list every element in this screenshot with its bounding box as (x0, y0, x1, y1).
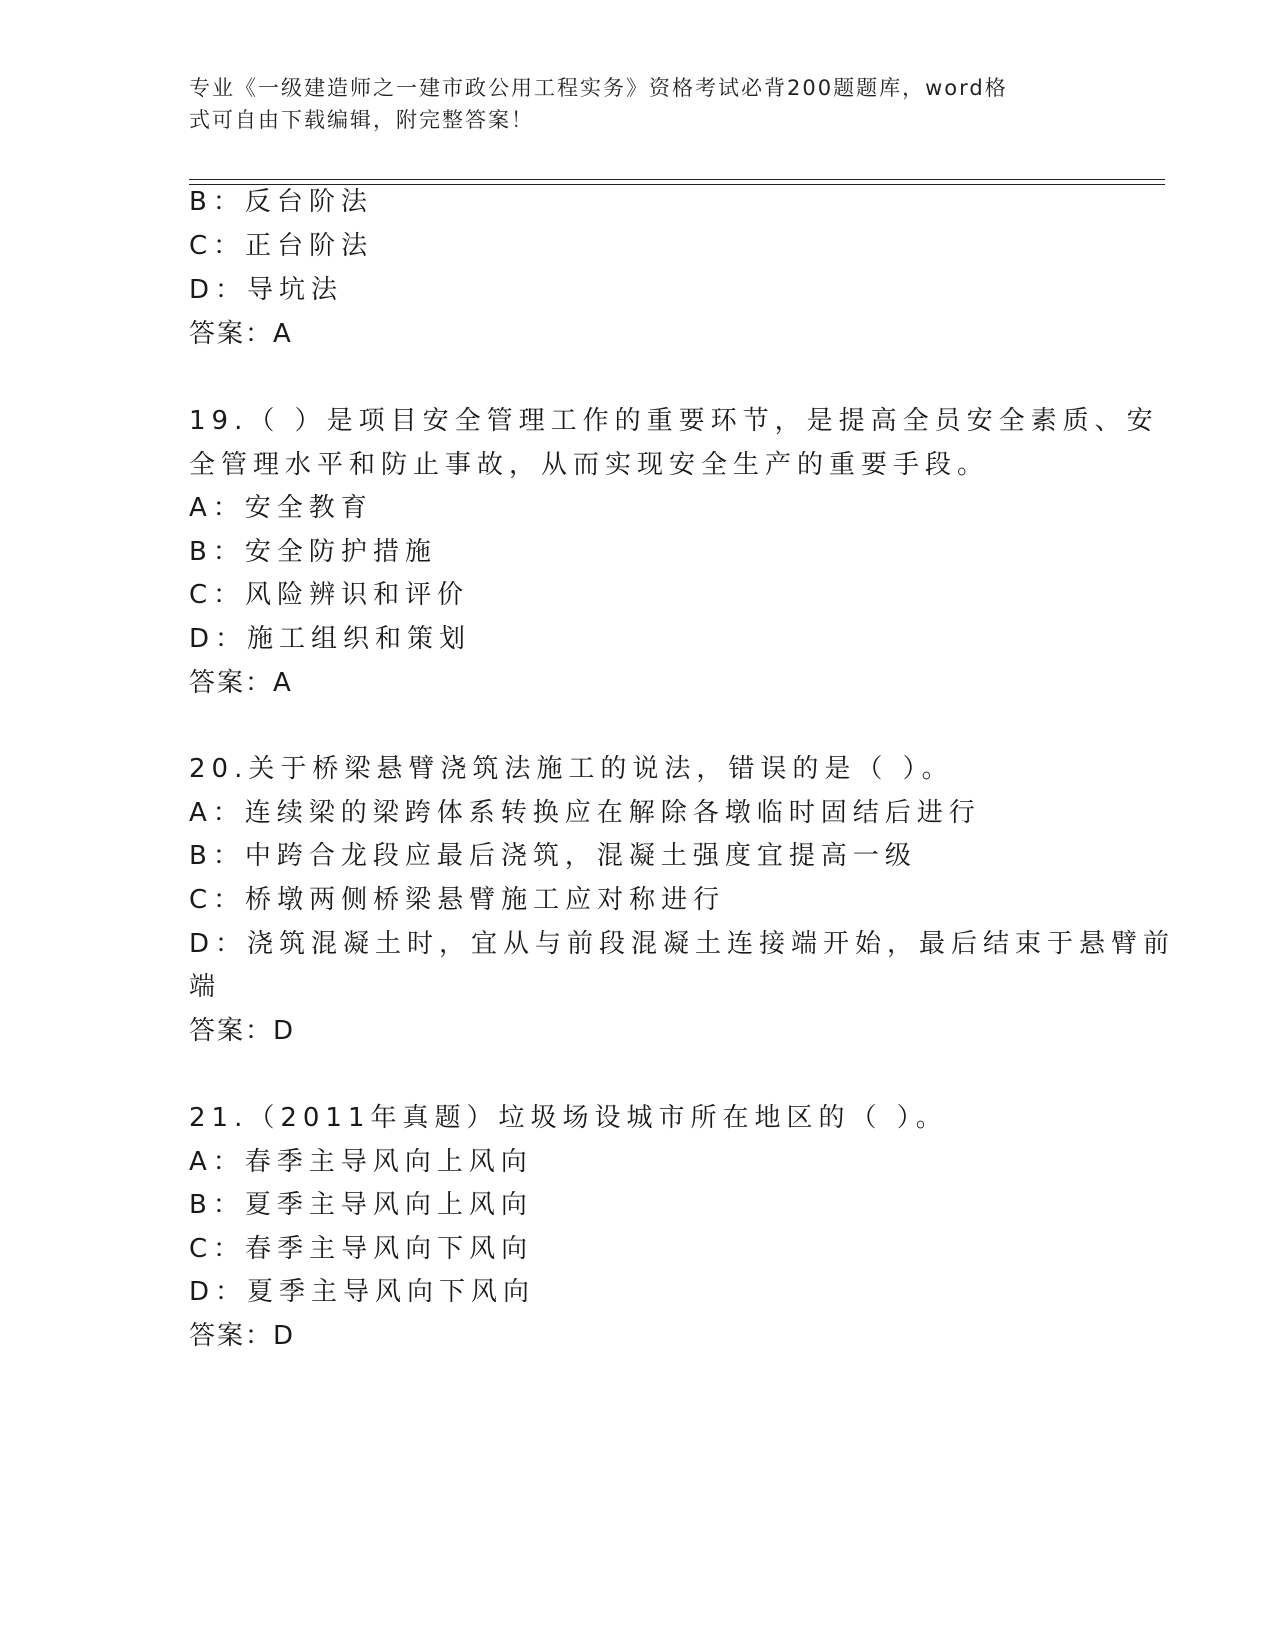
q20-option-d-line-2: 端 (189, 972, 222, 1002)
q18-option-d: D：导坑法 (189, 275, 344, 305)
q19-answer: 答案：A (189, 668, 293, 698)
q20-option-a: A：连续梁的梁跨体系转换应在解除各墩临时固结后进行 (189, 798, 981, 828)
q21-option-d: D：夏季主导风向下风向 (189, 1277, 536, 1307)
q20-option-d-line-1: D：浇筑混凝土时，宜从与前段混凝土连接端开始，最后结束于悬臂前 (189, 929, 1176, 959)
header-title-line-2: 式可自由下载编辑，附完整答案！ (189, 108, 534, 132)
header-title-line-1: 专业《一级建造师之一建市政公用工程实务》资格考试必背200题题库，word格 (189, 76, 1008, 100)
q21-option-a: A：春季主导风向上风向 (189, 1147, 533, 1177)
header-divider-top (189, 179, 1165, 180)
q21-option-b: B：夏季主导风向上风向 (189, 1190, 533, 1220)
q19-option-d: D：施工组织和策划 (189, 624, 472, 654)
q20-stem: 20.关于桥梁悬臂浇筑法施工的说法，错误的是（ ）。 (189, 754, 954, 784)
document-header (189, 72, 1089, 136)
q20-option-c: C：桥墩两侧桥梁悬臂施工应对称进行 (189, 885, 726, 915)
q19-stem-line-2: 全管理水平和防止事故，从而实现安全生产的重要手段。 (189, 450, 990, 480)
q21-stem: 21.（2011年真题）垃圾场设城市所在地区的（ ）。 (189, 1103, 948, 1133)
q18-option-b: B：反台阶法 (189, 187, 373, 217)
q18-option-c: C：正台阶法 (189, 231, 374, 261)
q21-answer: 答案：D (189, 1321, 296, 1351)
q19-stem-line-1: 19.（ ）是项目安全管理工作的重要环节，是提高全员安全素质、安 (189, 406, 1159, 436)
q19-option-c: C：风险辨识和评价 (189, 580, 470, 610)
q20-option-b: B：中跨合龙段应最后浇筑，混凝土强度宜提高一级 (189, 841, 917, 871)
q20-answer: 答案：D (189, 1016, 296, 1046)
q21-option-c: C：春季主导风向下风向 (189, 1234, 534, 1264)
q19-option-b: B：安全防护措施 (189, 537, 437, 567)
q18-answer: 答案：A (189, 319, 293, 349)
q19-option-a: A：安全教育 (189, 493, 373, 523)
